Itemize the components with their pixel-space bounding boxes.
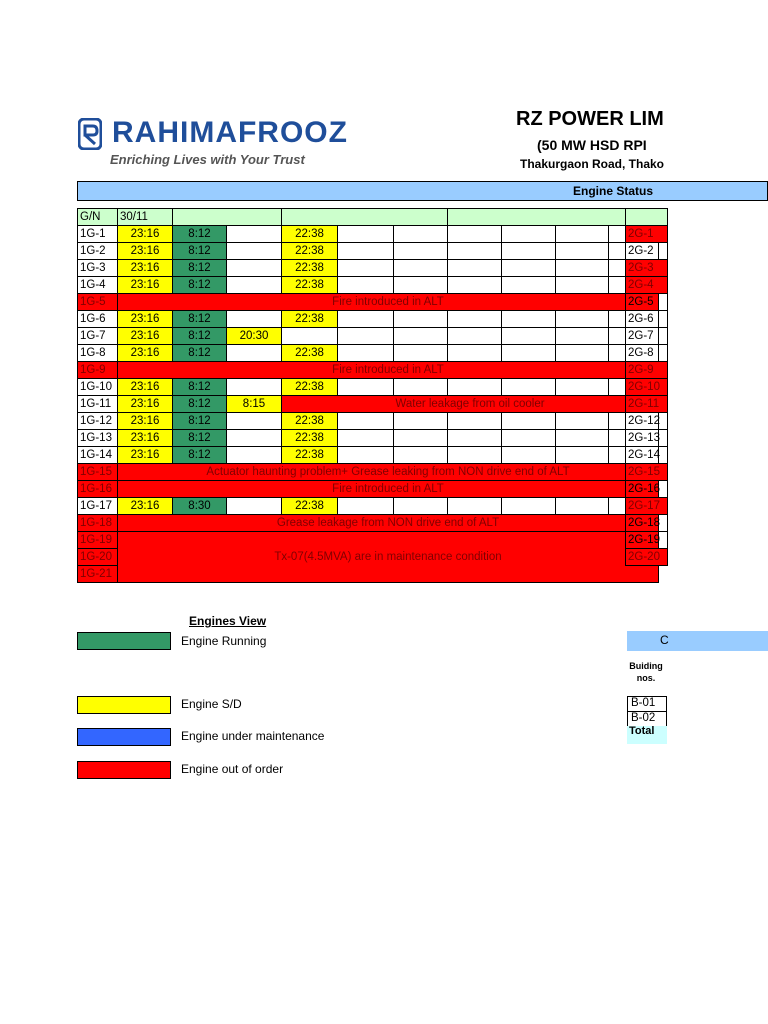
shutdown-time: 23:16 bbox=[118, 328, 173, 345]
page-subtitle: (50 MW HSD RPI bbox=[537, 137, 647, 153]
shutdown-time: 22:38 bbox=[282, 277, 338, 294]
shutdown-time: 23:16 bbox=[118, 311, 173, 328]
table-cell bbox=[556, 260, 609, 277]
engine-id: 1G-9 bbox=[78, 362, 118, 379]
engine-status-table bbox=[77, 208, 659, 583]
engine-id: 2G-11 bbox=[626, 395, 668, 412]
table-row bbox=[626, 531, 668, 548]
table-row bbox=[78, 464, 659, 481]
table-cell bbox=[338, 226, 394, 243]
table-row bbox=[626, 446, 668, 463]
table-row bbox=[626, 344, 668, 361]
table-row bbox=[78, 498, 659, 515]
running-time: 8:12 bbox=[173, 243, 227, 260]
shutdown-time: 23:16 bbox=[118, 498, 173, 515]
shutdown-time: 22:38 bbox=[282, 379, 338, 396]
table-cell bbox=[338, 379, 394, 396]
shutdown-time bbox=[227, 413, 282, 430]
engine-id: 1G-4 bbox=[78, 277, 118, 294]
table-row bbox=[626, 259, 668, 276]
shutdown-time bbox=[227, 226, 282, 243]
shutdown-time: 23:16 bbox=[118, 447, 173, 464]
shutdown-time bbox=[227, 379, 282, 396]
table-cell bbox=[394, 328, 448, 345]
table-cell bbox=[502, 260, 556, 277]
legend-swatch-out-of-order bbox=[77, 761, 171, 779]
shutdown-time: 23:16 bbox=[118, 413, 173, 430]
table-cell bbox=[338, 413, 394, 430]
engine-status-bar bbox=[77, 181, 768, 201]
engine-id: 1G-21 bbox=[78, 566, 118, 583]
table-row bbox=[626, 429, 668, 446]
running-time: 8:12 bbox=[173, 447, 227, 464]
running-time: 8:12 bbox=[173, 311, 227, 328]
table-row bbox=[626, 514, 668, 531]
table-row bbox=[78, 243, 659, 260]
engine-id: 1G-18 bbox=[78, 515, 118, 532]
engine-id: 1G-14 bbox=[78, 447, 118, 464]
engine-id: 2G-12 bbox=[626, 412, 668, 429]
table-cell bbox=[556, 311, 609, 328]
table-cell bbox=[502, 226, 556, 243]
table-cell bbox=[338, 345, 394, 362]
shutdown-time: 23:16 bbox=[118, 260, 173, 277]
table-row bbox=[626, 276, 668, 293]
shutdown-time bbox=[227, 311, 282, 328]
engine-id: 2G-7 bbox=[626, 327, 668, 344]
shutdown-time: 22:38 bbox=[282, 243, 338, 260]
table-cell bbox=[394, 447, 448, 464]
table-cell bbox=[502, 413, 556, 430]
legend-label-maintenance: Engine under maintenance bbox=[181, 729, 325, 743]
header-date: 30/11 bbox=[118, 209, 173, 226]
engine-note: Grease leakage from NON drive end of ALT bbox=[118, 515, 659, 532]
shutdown-time: 23:16 bbox=[118, 379, 173, 396]
table-row bbox=[78, 311, 659, 328]
table-cell bbox=[556, 430, 609, 447]
engine-id: 2G-20 bbox=[626, 548, 668, 565]
shutdown-time: 20:30 bbox=[227, 328, 282, 345]
table-row bbox=[78, 396, 659, 413]
shutdown-time: 23:16 bbox=[118, 277, 173, 294]
engine-note: Fire introduced in ALT bbox=[118, 294, 659, 311]
logo-tagline: Enriching Lives with Your Trust bbox=[110, 152, 305, 167]
table-row bbox=[626, 293, 668, 310]
table-row bbox=[626, 378, 668, 395]
shutdown-time: 22:38 bbox=[282, 226, 338, 243]
table-cell bbox=[394, 260, 448, 277]
engine-note: Fire introduced in ALT bbox=[118, 481, 659, 498]
table-row bbox=[78, 226, 659, 243]
table-cell bbox=[448, 379, 502, 396]
table-cell bbox=[502, 243, 556, 260]
engine-id: 2G-19 bbox=[626, 531, 668, 548]
table-cell bbox=[394, 413, 448, 430]
address: Thakurgaon Road, Thako bbox=[520, 157, 665, 171]
header-cell bbox=[173, 209, 282, 226]
engine-status-table-2 bbox=[625, 208, 668, 566]
engine-id: 1G-15 bbox=[78, 464, 118, 481]
shutdown-time bbox=[227, 447, 282, 464]
table-cell bbox=[448, 498, 502, 515]
running-time: 8:12 bbox=[173, 277, 227, 294]
table-cell bbox=[502, 430, 556, 447]
capacity-bar-label: C bbox=[660, 633, 669, 647]
rahimafrooz-logo-icon bbox=[78, 118, 102, 150]
table-cell bbox=[338, 498, 394, 515]
table-cell bbox=[448, 277, 502, 294]
table-cell bbox=[502, 277, 556, 294]
engine-id: 2G-8 bbox=[626, 344, 668, 361]
capacity-bar bbox=[627, 631, 768, 651]
shutdown-time bbox=[227, 498, 282, 515]
building-row: B-02 bbox=[627, 711, 667, 727]
table-cell bbox=[448, 243, 502, 260]
table-row bbox=[626, 361, 668, 378]
table-cell bbox=[556, 226, 609, 243]
table-cell bbox=[338, 260, 394, 277]
table-row bbox=[78, 277, 659, 294]
table-row bbox=[78, 413, 659, 430]
engine-id: 2G-2 bbox=[626, 242, 668, 259]
engine-id: 1G-17 bbox=[78, 498, 118, 515]
table-row bbox=[626, 463, 668, 480]
table-cell bbox=[448, 260, 502, 277]
header-cell bbox=[626, 209, 668, 226]
table-cell bbox=[502, 328, 556, 345]
logo-name: RAHIMAFROOZ bbox=[112, 116, 348, 149]
table-cell bbox=[448, 226, 502, 243]
table-cell bbox=[502, 345, 556, 362]
engine-id: 1G-12 bbox=[78, 413, 118, 430]
table-cell bbox=[394, 226, 448, 243]
legend-swatch-sd bbox=[77, 696, 171, 714]
table-row bbox=[626, 310, 668, 327]
shutdown-time: 22:38 bbox=[282, 430, 338, 447]
table-cell bbox=[556, 447, 609, 464]
shutdown-time bbox=[227, 345, 282, 362]
table-cell bbox=[448, 311, 502, 328]
table-row bbox=[626, 480, 668, 497]
engine-id: 1G-6 bbox=[78, 311, 118, 328]
engine-id: 2G-6 bbox=[626, 310, 668, 327]
legend-swatch-maintenance bbox=[77, 728, 171, 746]
table-cell bbox=[394, 345, 448, 362]
table-row bbox=[78, 515, 659, 532]
engine-note: Fire introduced in ALT bbox=[118, 362, 659, 379]
table-cell bbox=[338, 430, 394, 447]
table-cell bbox=[338, 277, 394, 294]
table-row bbox=[626, 497, 668, 514]
building-row: B-01 bbox=[627, 696, 667, 712]
table-row bbox=[626, 327, 668, 344]
engine-id: 1G-8 bbox=[78, 345, 118, 362]
running-time: 8:12 bbox=[173, 226, 227, 243]
running-time: 8:12 bbox=[173, 413, 227, 430]
shutdown-time: 23:16 bbox=[118, 243, 173, 260]
engine-note: Water leakage from oil cooler bbox=[282, 396, 659, 413]
shutdown-time: 22:38 bbox=[282, 345, 338, 362]
table-row bbox=[626, 412, 668, 429]
running-time: 8:12 bbox=[173, 345, 227, 362]
shutdown-time: 22:38 bbox=[282, 311, 338, 328]
table-cell bbox=[556, 413, 609, 430]
table-row bbox=[78, 379, 659, 396]
engine-id: 2G-14 bbox=[626, 446, 668, 463]
engine-status-label: Engine Status bbox=[573, 184, 654, 198]
running-time: 8:12 bbox=[173, 396, 227, 413]
table-cell bbox=[338, 311, 394, 328]
table-cell bbox=[556, 277, 609, 294]
table-row bbox=[626, 548, 668, 565]
table-cell bbox=[394, 311, 448, 328]
shutdown-time: 22:38 bbox=[282, 447, 338, 464]
table-cell bbox=[448, 345, 502, 362]
table-cell bbox=[448, 447, 502, 464]
engine-id: 2G-16 bbox=[626, 480, 668, 497]
table-cell bbox=[502, 379, 556, 396]
table-cell bbox=[394, 277, 448, 294]
engine-id: 1G-10 bbox=[78, 379, 118, 396]
table-row bbox=[78, 447, 659, 464]
engine-id: 1G-19 bbox=[78, 532, 118, 549]
shutdown-time bbox=[227, 277, 282, 294]
table-row bbox=[626, 242, 668, 259]
table-header-row bbox=[626, 209, 668, 226]
table-cell bbox=[556, 243, 609, 260]
engine-id: 1G-13 bbox=[78, 430, 118, 447]
shutdown-time bbox=[227, 260, 282, 277]
table-row bbox=[78, 345, 659, 362]
table-cell bbox=[394, 379, 448, 396]
engine-id: 2G-1 bbox=[626, 225, 668, 242]
table-row bbox=[78, 481, 659, 498]
table-row bbox=[78, 362, 659, 379]
shutdown-time: 22:38 bbox=[282, 498, 338, 515]
table-cell bbox=[448, 413, 502, 430]
engine-note: Tx-07(4.5MVA) are in maintenance condition bbox=[118, 532, 659, 583]
legend-title: Engines View bbox=[189, 614, 267, 628]
shutdown-time: 23:16 bbox=[118, 226, 173, 243]
shutdown-time: 22:38 bbox=[282, 413, 338, 430]
table-cell bbox=[338, 243, 394, 260]
legend-label-sd: Engine S/D bbox=[181, 697, 242, 711]
table-cell bbox=[556, 345, 609, 362]
table-cell bbox=[502, 498, 556, 515]
shutdown-time: 22:38 bbox=[282, 260, 338, 277]
table-row bbox=[626, 395, 668, 412]
engine-id: 2G-13 bbox=[626, 429, 668, 446]
table-cell bbox=[338, 447, 394, 464]
table-cell bbox=[394, 243, 448, 260]
table-row bbox=[626, 225, 668, 242]
table-row bbox=[78, 294, 659, 311]
table-header-row bbox=[78, 209, 659, 226]
table-row bbox=[78, 532, 659, 549]
running-time: 8:12 bbox=[173, 379, 227, 396]
engine-id: 2G-15 bbox=[626, 463, 668, 480]
engine-id: 1G-2 bbox=[78, 243, 118, 260]
engine-id: 2G-10 bbox=[626, 378, 668, 395]
engine-id: 2G-4 bbox=[626, 276, 668, 293]
table-cell bbox=[556, 379, 609, 396]
engine-id: 2G-5 bbox=[626, 293, 668, 310]
shutdown-time bbox=[282, 328, 338, 345]
table-row bbox=[78, 260, 659, 277]
legend-label-running: Engine Running bbox=[181, 634, 267, 648]
engine-id: 1G-16 bbox=[78, 481, 118, 498]
header-gn: G/N bbox=[78, 209, 118, 226]
running-time: 8:12 bbox=[173, 260, 227, 277]
table-row bbox=[78, 430, 659, 447]
table-cell bbox=[502, 447, 556, 464]
table-cell bbox=[338, 328, 394, 345]
engine-id: 1G-20 bbox=[78, 549, 118, 566]
engine-note: Actuator haunting problem+ Grease leaking from NON drive end of ALT bbox=[118, 464, 659, 481]
running-time: 8:12 bbox=[173, 430, 227, 447]
shutdown-time: 23:16 bbox=[118, 396, 173, 413]
engine-id: 1G-7 bbox=[78, 328, 118, 345]
engine-id: 2G-9 bbox=[626, 361, 668, 378]
header-cell bbox=[282, 209, 448, 226]
shutdown-time bbox=[227, 430, 282, 447]
engine-id: 2G-3 bbox=[626, 259, 668, 276]
engine-id: 2G-18 bbox=[626, 514, 668, 531]
table-cell bbox=[394, 430, 448, 447]
running-time: 8:30 bbox=[173, 498, 227, 515]
page-title: RZ POWER LIM bbox=[516, 108, 664, 130]
table-cell bbox=[448, 328, 502, 345]
engine-id: 2G-17 bbox=[626, 497, 668, 514]
table-row bbox=[78, 328, 659, 345]
shutdown-time: 23:16 bbox=[118, 345, 173, 362]
building-label: Buiding nos. bbox=[629, 661, 663, 683]
table-cell bbox=[556, 498, 609, 515]
table-cell bbox=[502, 311, 556, 328]
engine-id: 1G-11 bbox=[78, 396, 118, 413]
engine-id: 1G-3 bbox=[78, 260, 118, 277]
table-cell bbox=[556, 328, 609, 345]
legend-label-out-of-order: Engine out of order bbox=[181, 762, 284, 776]
total-row: Total bbox=[627, 726, 667, 744]
table-cell bbox=[394, 498, 448, 515]
engine-id: 1G-1 bbox=[78, 226, 118, 243]
running-time: 8:12 bbox=[173, 328, 227, 345]
engine-id: 1G-5 bbox=[78, 294, 118, 311]
legend-swatch-running bbox=[77, 632, 171, 650]
shutdown-time bbox=[227, 243, 282, 260]
shutdown-time: 23:16 bbox=[118, 430, 173, 447]
table-cell bbox=[448, 430, 502, 447]
shutdown-time: 8:15 bbox=[227, 396, 282, 413]
